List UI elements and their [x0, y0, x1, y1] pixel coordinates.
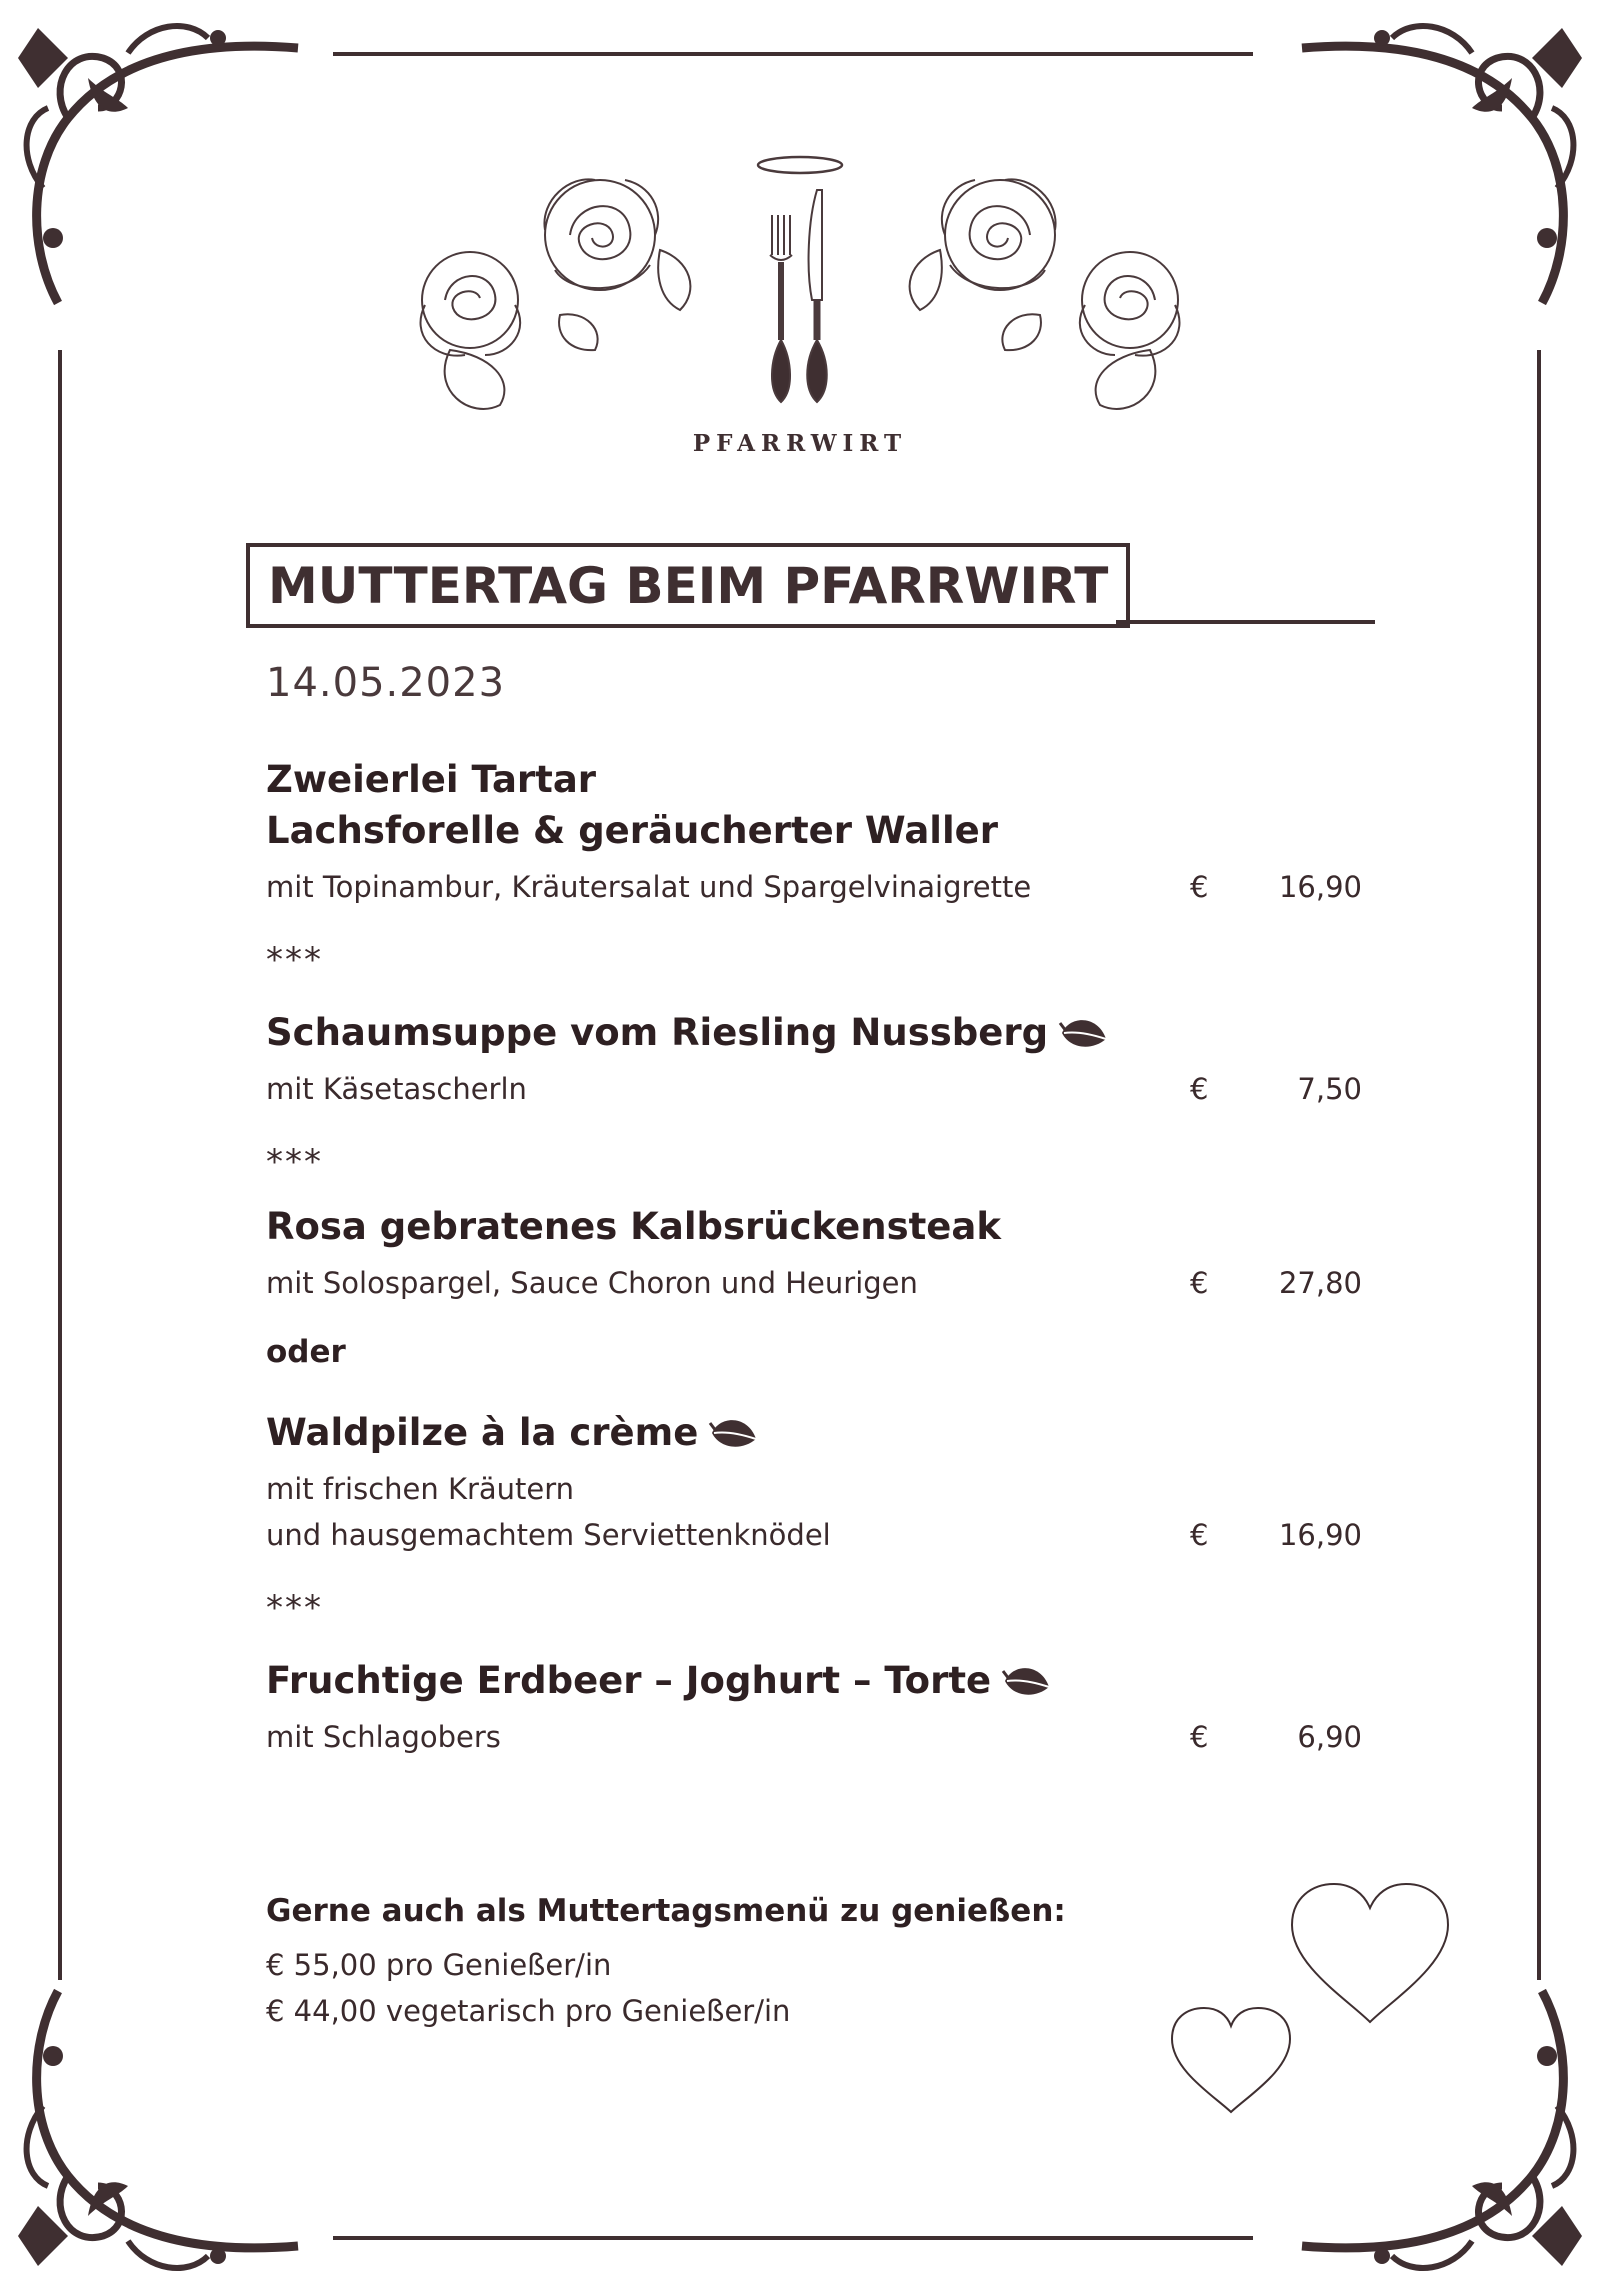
course-4-price: 16,90	[1278, 1518, 1362, 1552]
separator-2: ***	[266, 1142, 323, 1182]
course-4-description-line1: mit frischen Kräutern	[266, 1472, 575, 1506]
course-3-description: mit Solospargel, Sauce Choron und Heurigen	[266, 1266, 918, 1300]
course-5-title: Fruchtige Erdbeer – Joghurt – Torte	[266, 1659, 992, 1702]
course-5-description: mit Schlagobers	[266, 1720, 501, 1754]
frame-bottom-line	[333, 2236, 1253, 2240]
rose-left-large	[544, 179, 690, 310]
course-1-title-line2: Lachsforelle & geräucherter Waller	[266, 809, 999, 852]
corner-ornament-top-right	[1292, 8, 1592, 318]
course-2-title: Schaumsuppe vom Riesling Nussberg	[266, 1011, 1049, 1054]
course-4-title: Waldpilze à la crème	[266, 1411, 699, 1454]
frame-left-line	[58, 350, 62, 1980]
leaf-icon	[708, 1413, 760, 1453]
course-5-currency: €	[1190, 1720, 1209, 1754]
course-2-currency: €	[1190, 1072, 1209, 1106]
menu-offer-vegetarian-price: € 44,00 vegetarisch pro Genießer/in	[266, 1994, 791, 2028]
menu-offer-price: € 55,00 pro Genießer/in	[266, 1948, 612, 1982]
rose-left-small	[421, 252, 598, 409]
course-4-currency: €	[1190, 1518, 1209, 1552]
frame-right-line	[1537, 350, 1541, 1980]
frame-top-line	[333, 52, 1253, 56]
heart-icon	[1168, 2004, 1294, 2116]
fork-icon	[770, 215, 792, 402]
knife-icon	[807, 190, 827, 402]
cutlery-roses-logo	[340, 140, 1260, 480]
separator-1: ***	[266, 940, 323, 980]
event-date: 14.05.2023	[266, 660, 506, 706]
course-1-currency: €	[1190, 870, 1209, 904]
course-2-price: 7,50	[1297, 1072, 1362, 1106]
course-5-title-row	[266, 1659, 1053, 1702]
or-label: oder	[266, 1334, 346, 1370]
course-1-description: mit Topinambur, Kräutersalat und Spargelvinaigrette	[266, 870, 1032, 904]
course-1-title-line1: Zweierlei Tartar	[266, 758, 597, 801]
corner-ornament-top-left	[8, 8, 308, 318]
course-4-title-row	[266, 1411, 760, 1454]
menu-offer-heading: Gerne auch als Muttertagsmenü zu genießen:	[266, 1893, 1066, 1929]
course-2-title-row	[266, 1011, 1110, 1054]
course-2-description: mit Käsetascherln	[266, 1072, 527, 1106]
course-1-price: 16,90	[1278, 870, 1362, 904]
title-underline	[1116, 620, 1375, 624]
leaf-icon	[1058, 1013, 1110, 1053]
separator-3: ***	[266, 1588, 323, 1628]
course-5-price: 6,90	[1297, 1720, 1362, 1754]
heart-icon	[1288, 1880, 1452, 2026]
course-3-title: Rosa gebratenes Kalbsrückensteak	[266, 1205, 1001, 1248]
course-3-currency: €	[1190, 1266, 1209, 1300]
course-4-description-line2: und hausgemachtem Serviettenknödel	[266, 1518, 831, 1552]
brand-name: PFARRWIRT	[692, 430, 908, 457]
page-title: MUTTERTAG BEIM PFARRWIRT	[246, 543, 1130, 628]
leaf-icon	[1001, 1661, 1053, 1701]
course-3-price: 27,80	[1278, 1266, 1362, 1300]
corner-ornament-bottom-left	[8, 1976, 308, 2286]
